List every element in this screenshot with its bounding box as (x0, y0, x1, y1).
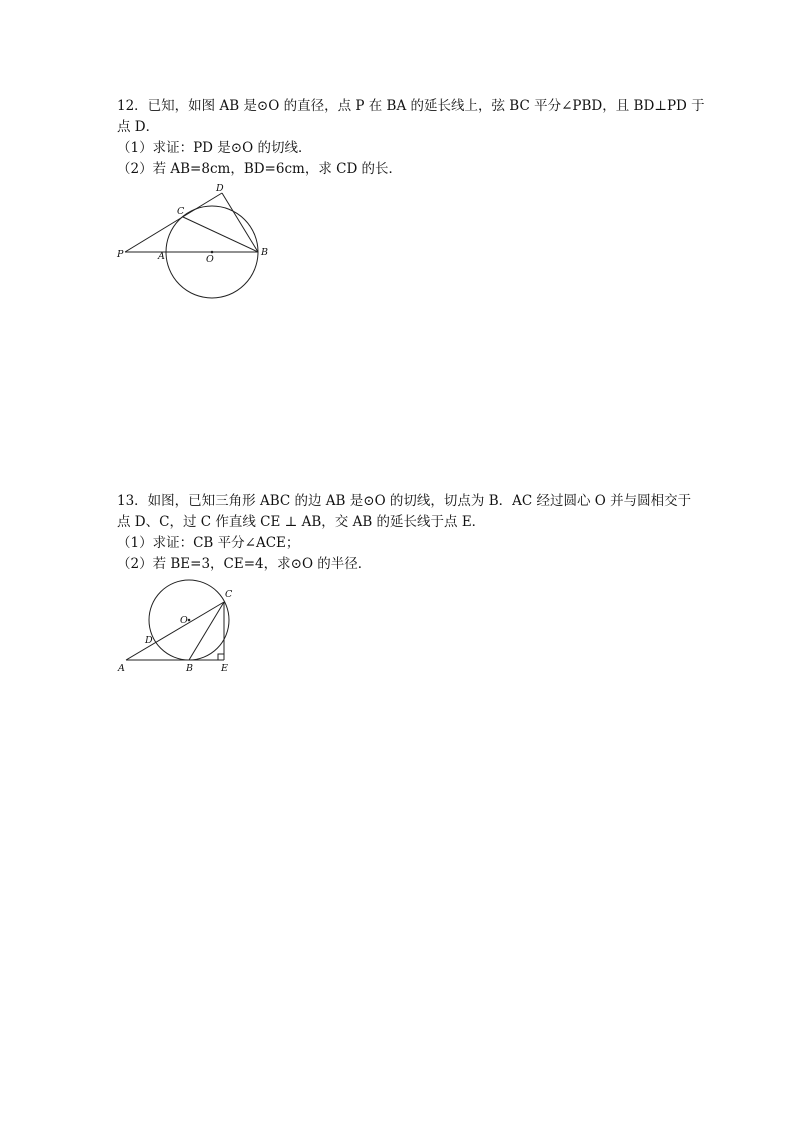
problem-12-part-2: （2）若 AB=8cm，BD=6cm，求 CD 的长． (117, 161, 403, 177)
label-a: A (158, 251, 165, 262)
label-c: C (177, 206, 185, 217)
label-p: P (117, 249, 124, 260)
problem-13-statement-line-1: 13．如图，已知三角形 ABC 的边 AB 是⊙O 的切线，切点为 B．AC 经过圆心 O 并与圆相交于 (117, 493, 692, 509)
center-point (211, 251, 214, 254)
label-e: E (221, 663, 228, 674)
problem-13-diagram (112, 578, 237, 678)
problem-12-statement-line-1: 12．已知，如图 AB 是⊙O 的直径，点 P 在 BA 的延长线上，弦 BC 平分∠PBD，且 BD⊥PD 于 (117, 98, 705, 114)
label-o: O (206, 254, 214, 265)
problem-12 (117, 96, 705, 180)
problem-13-part-1: （1）求证：CB 平分∠ACE； (117, 535, 300, 551)
label-c: C (225, 589, 233, 600)
problem-12-statement-line-2: 点 D． (117, 119, 160, 135)
problem-12-figure (112, 182, 277, 304)
label-o: O (180, 615, 188, 626)
problem-13-part-2: （2）若 BE=3，CE=4，求⊙O 的半径． (117, 556, 372, 572)
right-angle-mark (218, 654, 224, 660)
label-d: D (145, 635, 153, 646)
problem-13-figure (112, 578, 237, 678)
center-point (188, 619, 191, 622)
line-pd (125, 193, 222, 252)
line-ac (126, 602, 224, 660)
label-b: B (261, 247, 268, 258)
label-b: B (186, 663, 193, 674)
problem-12-part-1: （1）求证：PD 是⊙O 的切线． (117, 140, 312, 156)
problem-13 (117, 491, 692, 575)
problem-12-diagram (112, 182, 277, 304)
label-d: D (216, 183, 224, 194)
problem-13-statement-line-2: 点 D、C，过 C 作直线 CE ⊥ AB，交 AB 的延长线于点 E． (117, 514, 486, 530)
line-bc (189, 602, 224, 660)
label-a: A (118, 663, 125, 674)
